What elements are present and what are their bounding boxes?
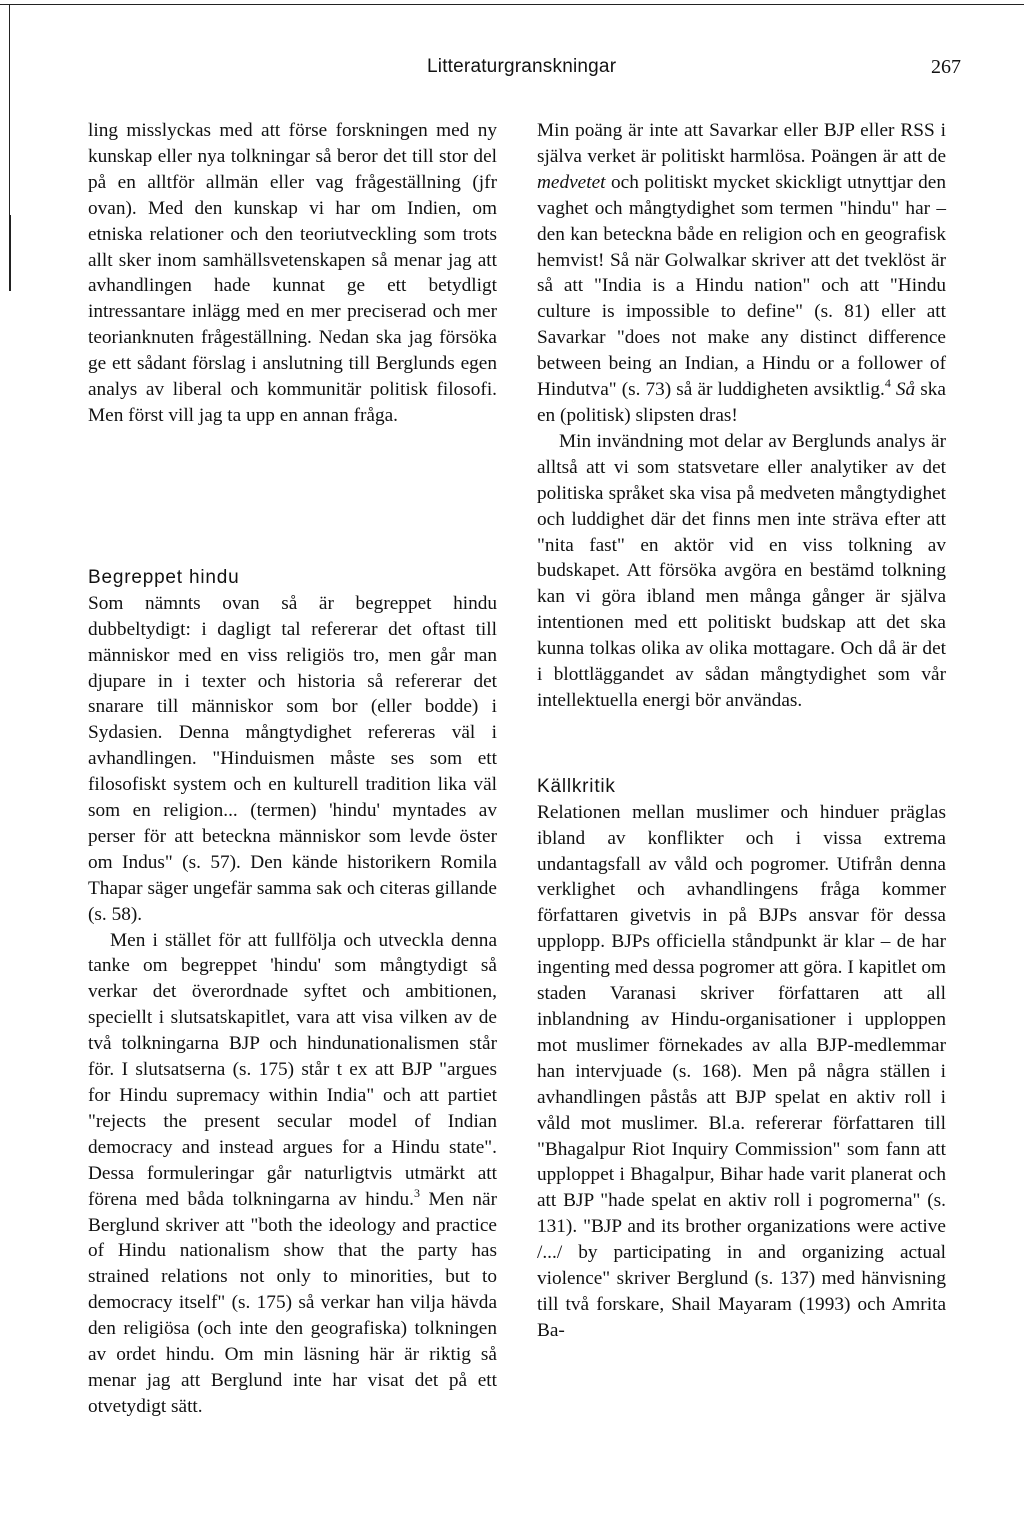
text-run: Men i stället för att fullfölja och utveckla denna tanke om begreppet 'hindu' som mångtydigt så verkar det överordnade syftet och ambitionen, speciellt i slutsatskapitlet, vara att visa vilken av de två tolkningarna BJP och hindunationalismen står för. I slutsatserna (s. 175) står t ex att BJP "argues for Hindu supremacy within India" och att partiet "rejects the present secular model of Indian democracy and instead argues for a Hindu state". Dessa formuleringar går naturligtvis utmärkt att förena med båda tolkningarna av hindu.	[88, 929, 497, 1210]
paragraph: Som nämnts ovan så är begreppet hindu dubbeltydigt: i dagligt tal refererar det oftast till människor med en viss religiös tro, men går man djupare in i texter och historia så refererar det snarare till människor som bor (eller bodde) i Sydasien. Denna mångtydighet refereras väl i avhandlingen. "Hinduismen måste ses som ett filosofiskt system och en kulturell tradition lika väl som en religion... (termen) 'hindu' myntades av perser för att beteckna människor som levde öster om Indus" (s. 57). Den kände historikern Romila Thapar säger ungefär samma sak och citeras gillande (s. 58).	[88, 592, 497, 925]
footnote-ref-3: 3	[413, 1185, 420, 1200]
emphasis: medvetet	[537, 171, 606, 193]
paragraph: Relationen mellan muslimer och hinduer präglas ibland av konflikter och i vissa extrema undantagsfall av våld och pogromer. Utifrån denna verklighet och avhandlingens fråga kommer författaren givetvis in på BJPs ansvar för dessa upplopp. BJPs officiella ståndpunkt är klar – de har ingenting med dessa pogromer att göra. I kapitlet om staden Varanasi skriver författaren att all inblandning av Hindu-organisationer i upploppen mot muslimer förnekades av alla BJP-medlemmar han intervjuade (s. 168). Men på några ställen i avhandlingen påstås att BJP spelat en aktiv roll i våld mot muslimer. Bl.a. refererar författaren till "Bhagalpur Riot Inquiry Commission" som fann att upploppet i Bhagalpur, Bihar hade varit planerat och att BJP "hade spelat en aktiv roll i pogromerna" (s. 131). "BJP and its brother organizations were active /.../ by participating in and organizing actual violence" skriver Berglund (s. 137) med hänvisning till två forskare, Shail Mayaram (1993) och Amrita Ba-	[537, 801, 946, 1341]
paragraph: Min invändning mot delar av Berglunds analys är alltså att vi som statsvetare eller analytiker av det politiska språket ska visa på medveten mångtydighet och luddighet där det finns men inte sträva efter att "nita fast" en aktör vid en viss tolkning av budskapet. Att försöka avgöra en bestämd tolkning kan vi göra ibland men många gånger är själva intentionen med ett politiskt budskap att det ska kunna tolkas olika av olika mottagare. Och då är det i blottläggandet av sådan mångtydighet som vår intellektuella energi bör användas.	[537, 430, 946, 711]
text-run: och politiskt mycket skickligt utnyttjar den vaghet och mångtydighet som termen "hindu" har – den kan beteckna både en religion och en geografisk hemvist! Så när Golwalkar skriver att det tveklöst är så att "India is a Hindu nation" och att "Hindu culture is impossible to define" (s. 81) eller att Savarkar "does not make any distinct difference between being an Indian, a Hindu or a follower of Hindutva" (s. 73) så är luddigheten avsiktlig.	[537, 171, 946, 401]
emphasis: Så	[890, 379, 916, 401]
section-heading-begreppet-hindu: Begreppet hindu	[88, 566, 240, 588]
scan-border-mark	[9, 215, 11, 291]
right-column	[537, 118, 946, 1344]
text-run: Men när Berglund skriver att "both the ideology and practice of Hindu nationalism show that the party has strained relations not only to minorities, but to democracy itself" (s. 175) så verkar han vilja hävda den religiösa (och inte den geografiska) tolkningen av ordet hindu. Om min läsning här är riktig så menar jag att Berglund inte har visat det på ett otvetydigt sätt.	[88, 1188, 498, 1417]
text-run: ska en (politisk) slipsten dras!	[537, 379, 946, 426]
paragraph	[537, 118, 946, 429]
footnote-ref-4: 4	[884, 376, 891, 391]
paragraph	[88, 928, 497, 1420]
page-number: 267	[931, 56, 961, 78]
section-heading-kallkritik: Källkritik	[537, 775, 616, 797]
text-run: Min poäng är inte att Savarkar eller BJP eller RSS i själva verket är politiskt harmlösa. Poängen är att de	[537, 120, 946, 167]
scan-border-top	[0, 4, 1024, 5]
paragraph: ling misslyckas med att förse forskningen med ny kunskap eller nya tolkningar så beror det till stor del på en alltför allmän eller vag frågeställning (jfr ovan). Med den kunskap vi har om Indien, om etniska relationer och den teoriutveckling som trots allt sker inom samhällsvetenskapen så menar jag att avhandlingen hade kunnat ge ett betydligt intressantare inlägg med en mer preciserad och mer teorianknuten frågeställning. Nedan ska jag försöka ge ett sådant förslag i anslutning till Berglunds egen analys av liberal och kommunitär politisk filosofi. Men först vill jag ta upp en annan fråga.	[88, 120, 497, 426]
running-title: Litteraturgranskningar	[427, 56, 617, 77]
left-column	[88, 118, 497, 1420]
